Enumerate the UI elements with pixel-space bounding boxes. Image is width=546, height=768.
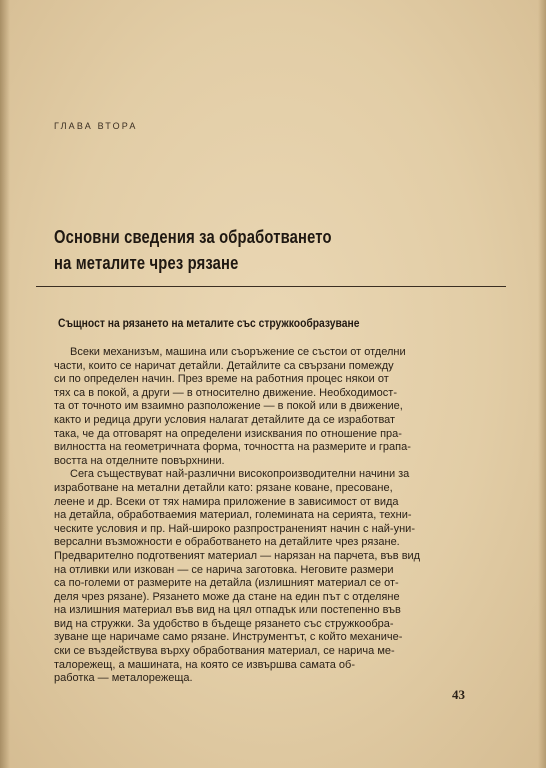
body-line: тях са в покой, а други — в относително движение. Необходимост-	[54, 386, 397, 399]
body-line: вид на стружки. За удобство в бъдеще рязането със стружкообра-	[54, 617, 394, 630]
body-line: та от точното им взаимно разположение — в покой или в движение,	[54, 400, 403, 413]
chapter-title-line-2: на металите чрез рязане	[54, 253, 239, 273]
body-line: както и редица други условия налагат детайлите да се изработват	[54, 413, 396, 426]
body-line: части, които се наричат детайли. Детайлите са свързани помежду	[54, 359, 394, 372]
body-line: на детайла, обработваемия материал, големината на серията, техни-	[54, 509, 412, 522]
title-divider-rule	[36, 286, 506, 287]
body-line: деля чрез рязане). Рязането може да стане на един път с отделяне	[54, 590, 400, 603]
body-line: изработване на метални детайли като: рязане коване, пресоване,	[54, 481, 393, 494]
body-text	[54, 346, 494, 686]
body-line: зуване ще наричаме само рязане. Инструментът, с който механиче-	[54, 631, 403, 644]
body-line: талорежещ, а машината, на която се извършва самата об-	[54, 658, 355, 671]
body-line: вилността на геометричната форма, точността на размерите и грапа-	[54, 441, 411, 454]
body-line: работка — металорежеща.	[54, 672, 193, 685]
body-line: на отливки или изкован — се нарича заготовка. Неговите размери	[54, 563, 394, 576]
body-line: ческите условия и пр. Най-широко разпространеният начин с най-уни-	[54, 522, 415, 535]
body-line: версални възможности е обработването на детайлите чрез рязане.	[54, 536, 400, 549]
body-line: са по-големи от размерите на детайла (излишният материал се от-	[54, 577, 399, 590]
body-line: леене и др. Всеки от тях намира приложение в зависимост от вида	[54, 495, 399, 508]
body-line: востта на отделните повърхнини.	[54, 454, 225, 467]
body-line: Предварително подготвеният материал — нарязан на парчета, във вид	[54, 549, 421, 562]
body-line: на излишния материал във вид на цял отпадък или постепенно във	[54, 604, 401, 617]
body-line: Всеки механизъм, машина или съоръжение се състои от отделни	[70, 346, 406, 358]
body-line: Сега съществуват най-различни високопроизводителни начини за	[70, 468, 410, 481]
page-edge-shadow-left	[0, 0, 10, 768]
page-edge-shadow-right	[538, 0, 546, 768]
chapter-label: ГЛАВА ВТОРА	[54, 121, 138, 131]
body-line: ски се въздействува върху обработвания материал, се нарича ме-	[54, 645, 395, 658]
section-heading: Същност на рязането на металите със стружкообразуване	[58, 316, 360, 330]
body-line: така, че да отговарят на определени изисквания по отношение пра-	[54, 427, 402, 440]
body-line: си по определен начин. През време на работния процес някои от	[54, 373, 389, 386]
chapter-title	[54, 224, 415, 276]
chapter-title-line-1: Основни сведения за обработването	[54, 227, 332, 247]
page-number: 43	[452, 687, 465, 702]
